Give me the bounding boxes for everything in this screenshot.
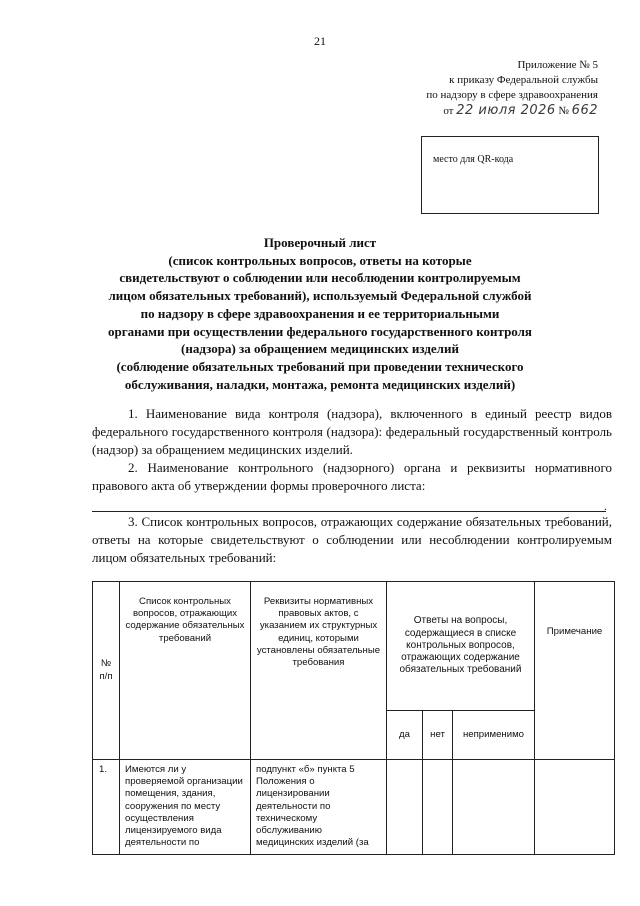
- blank-line-end-dot: .: [604, 499, 607, 513]
- header-no: нет: [423, 711, 453, 760]
- title-line-5: по надзору в сфере здравоохранения и ее территориальными: [140, 305, 500, 321]
- header-questions-text: Список контрольных вопросов, отражающих содержание обязательных требований: [125, 596, 245, 644]
- handwritten-number: 662: [571, 103, 598, 118]
- row-requisite: [251, 760, 387, 855]
- paragraph-3-text: 3. Список контрольных вопросов, отражающих содержание обязательных требований, ответы на которые свидетельствуют о соблюдении или несоблюдении контролируемым лицом обязательных требований:: [92, 514, 612, 565]
- header-requisites: [251, 582, 387, 760]
- title-line-6: органами при осуществлении федерального государственного контроля: [108, 323, 532, 339]
- date-prefix: от: [443, 105, 454, 117]
- handwritten-date: 22 июля 2026: [456, 103, 556, 118]
- header-requisites-text: Реквизиты нормативных правовых актов, с указанием их структурных единиц, которыми установлены обязательные требования: [256, 596, 381, 669]
- title-line-7: (надзора) за обращением медицинских изделий: [181, 341, 459, 357]
- appendix-line-1: Приложение № 5: [517, 59, 598, 71]
- header-questions: [120, 582, 251, 760]
- blank-fill-line: [92, 511, 606, 512]
- title-line-4: лицом обязательных требований), используемый Федеральной службой: [108, 288, 532, 304]
- number-sign: №: [558, 105, 569, 117]
- document-title: [92, 234, 548, 393]
- qr-placeholder-label: место для QR-кода: [433, 154, 514, 165]
- paragraph-3: [92, 513, 612, 567]
- header-note: [535, 582, 615, 760]
- row-number-text: 1.: [99, 764, 108, 775]
- row-answer-no[interactable]: [423, 760, 453, 855]
- header-note-text: Примечание: [546, 626, 603, 637]
- row-answer-not-applicable[interactable]: [453, 760, 535, 855]
- row-question-text: Имеются ли у проверяемой организации помещения, здания, сооружения по месту осуществления лицензируемого вида деятельности по: [125, 764, 243, 849]
- title-line-9: обслуживания, наладки, монтажа, ремонта медицинских изделий): [124, 376, 516, 392]
- row-number: [93, 760, 120, 855]
- appendix-header: [298, 58, 598, 119]
- row-note[interactable]: [535, 760, 615, 855]
- paragraph-2: [92, 459, 612, 495]
- title-line-3: свидетельствуют о соблюдении или несоблюдении контролируемым: [119, 270, 521, 286]
- appendix-line-2: к приказу Федеральной службы: [449, 74, 598, 86]
- header-not-applicable: неприменимо: [453, 711, 535, 760]
- qr-code-placeholder-box: [421, 136, 599, 214]
- header-answers: [387, 582, 535, 711]
- table-header-row: [93, 582, 615, 711]
- title-line-1: Проверочный лист: [263, 235, 377, 250]
- row-question: [120, 760, 251, 855]
- checklist-table: [92, 581, 615, 855]
- title-line-8: (соблюдение обязательных требований при проведении технического: [116, 358, 524, 374]
- page-number: 21: [314, 34, 326, 48]
- row-requisite-text: подпункт «б» пункта 5 Положения о лицензировании деятельности по техническому обслуживанию медицинских изделий (за: [256, 764, 369, 849]
- appendix-date-line: [298, 103, 598, 119]
- paragraph-1-text: 1. Наименование вида контроля (надзора), включенного в единый реестр видов федерального государственного контроля (надзора): федеральный государственный контроль (надзор) за обращением медицинских изделий.: [92, 406, 612, 457]
- header-number-text: № п/п: [99, 658, 113, 682]
- appendix-line-3: по надзору в сфере здравоохранения: [426, 89, 598, 101]
- header-yes: да: [387, 711, 423, 760]
- header-answers-text: Ответы на вопросы, содержащиеся в списке контрольных вопросов, отражающих содержание обязательных требований: [399, 615, 522, 676]
- paragraph-1: [92, 405, 612, 459]
- title-line-2: (список контрольных вопросов, ответы на которые: [168, 252, 472, 268]
- table-row: [93, 760, 615, 855]
- row-answer-yes[interactable]: [387, 760, 423, 855]
- paragraph-2-text: 2. Наименование контрольного (надзорного) органа и реквизиты нормативного правового акта об утверждении формы проверочного листа:: [92, 460, 612, 493]
- header-number: [93, 582, 120, 760]
